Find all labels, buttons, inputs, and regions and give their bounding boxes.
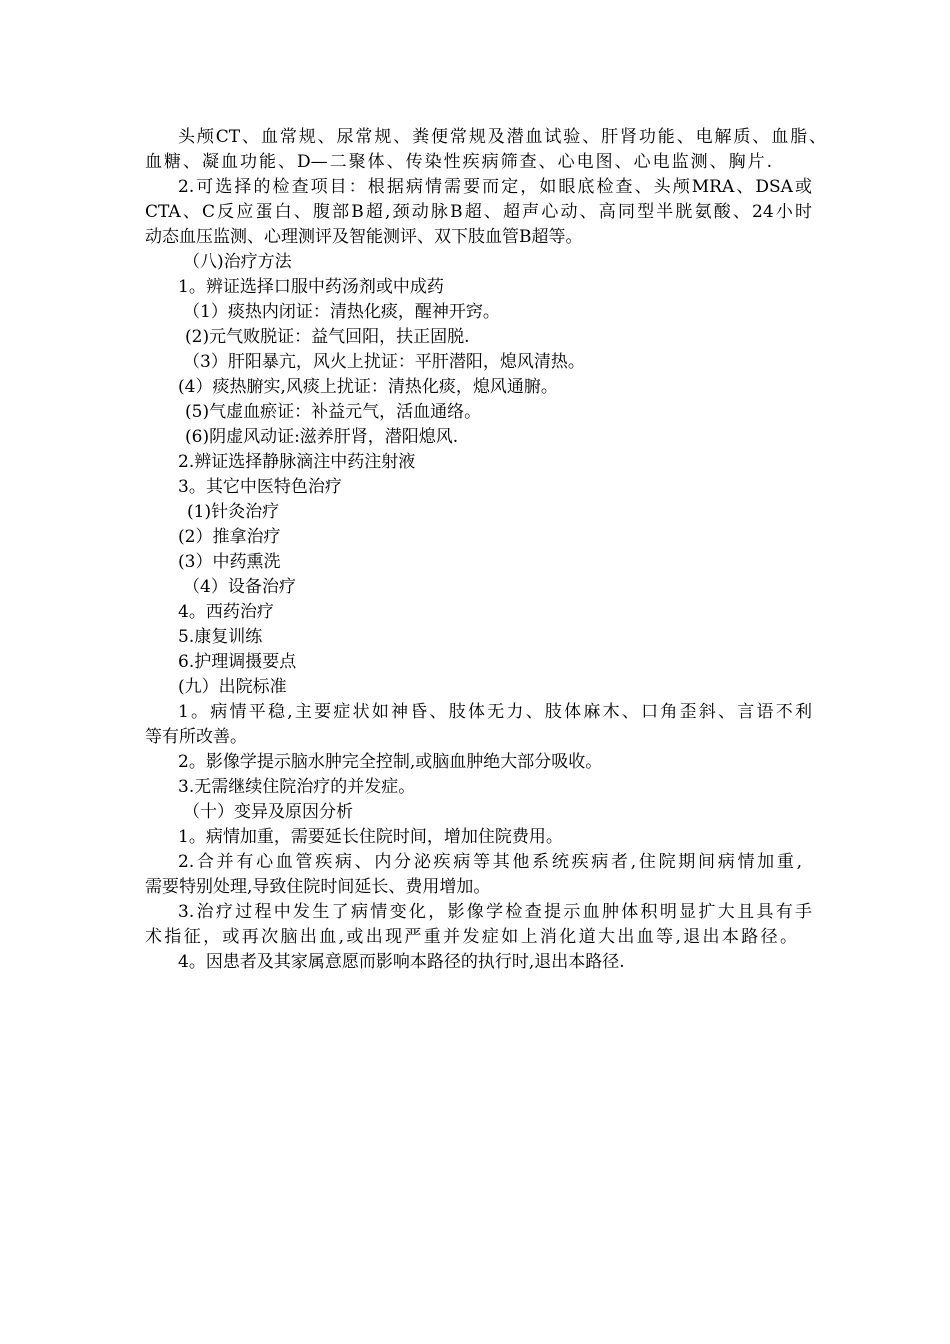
list-item: (3）中药熏洗 (178, 552, 281, 572)
paragraph-line: CTA、C反应蛋白、腹部B超,颈动脉B超、超声心动、高同型半胱氨酸、24小时 (145, 202, 812, 222)
list-item: (2）推拿治疗 (178, 527, 281, 547)
paragraph-line: 2.可选择的检查项目：根据病情需要而定，如眼底检查、头颅MRA、DSA或 (178, 177, 812, 197)
paragraph-line: 2.合并有心血管疾病、内分泌疾病等其他系统疾病者,住院期间病情加重, (178, 852, 802, 872)
paragraph-line: 需要特别处理,导致住院时间延长、费用增加。 (145, 877, 491, 897)
paragraph-line: 6.护理调摄要点 (178, 652, 297, 672)
list-item: (1)针灸治疗 (187, 502, 280, 522)
paragraph-line: 4。因患者及其家属意愿而影响本路径的执行时,退出本路径. (178, 952, 625, 972)
paragraph-line: 4。西药治疗 (178, 602, 274, 622)
paragraph-line: 术指征，或再次脑出血,或出现严重并发症如上消化道大出血等,退出本路径。 (145, 927, 797, 947)
section-heading: (九）出院标准 (178, 677, 287, 697)
list-item: (5)气虚血瘀证：补益元气，活血通络。 (185, 402, 482, 422)
paragraph-line: 3。其它中医特色治疗 (178, 477, 342, 497)
section-heading: （十）变异及原因分析 (183, 802, 353, 822)
list-item: （4）设备治疗 (183, 577, 296, 597)
paragraph-line: 动态血压监测、心理测评及智能测评、双下肢血管B超等。 (145, 227, 583, 247)
list-item: （1）痰热内闭证：清热化痰，醒神开窍。 (183, 302, 500, 322)
paragraph-line: 等有所改善。 (145, 727, 247, 747)
section-heading: （八)治疗方法 (183, 252, 292, 272)
paragraph-line: 2。影像学提示脑水肿完全控制,或脑血肿绝大部分吸收。 (178, 752, 603, 772)
paragraph-line: 血糖、凝血功能、D—二聚体、传染性疾病筛查、心电图、心电监测、胸片. (145, 152, 772, 172)
list-item: （3）肝阳暴亢，风火上扰证：平肝潜阳，熄风清热。 (183, 352, 585, 372)
paragraph-line: 1。病情平稳,主要症状如神昏、肢体无力、肢体麻木、口角歪斜、言语不利 (178, 702, 812, 722)
list-item: (6)阴虚风动证:滋养肝肾，潜阳熄风. (185, 427, 459, 447)
list-item: (2)元气败脱证：益气回阳，扶正固脱. (185, 327, 470, 347)
paragraph-line: 2.辨证选择静脉滴注中药注射液 (178, 452, 416, 472)
paragraph-line: 1。病情加重，需要延长住院时间，增加住院费用。 (178, 827, 563, 847)
paragraph-line: 3.无需继续住院治疗的并发症。 (178, 777, 416, 797)
paragraph-line: 1。辨证选择口服中药汤剂或中成药 (178, 277, 444, 297)
list-item: (4）痰热腑实,风痰上扰证：清热化痰，熄风通腑。 (178, 377, 558, 397)
paragraph-line: 头颅CT、血常规、尿常规、粪便常规及潜血试验、肝肾功能、电解质、血脂、 (178, 127, 826, 147)
paragraph-line: 5.康复训练 (178, 627, 263, 647)
paragraph-line: 3.治疗过程中发生了病情变化，影像学检查提示血肿体积明显扩大且具有手 (178, 902, 812, 922)
